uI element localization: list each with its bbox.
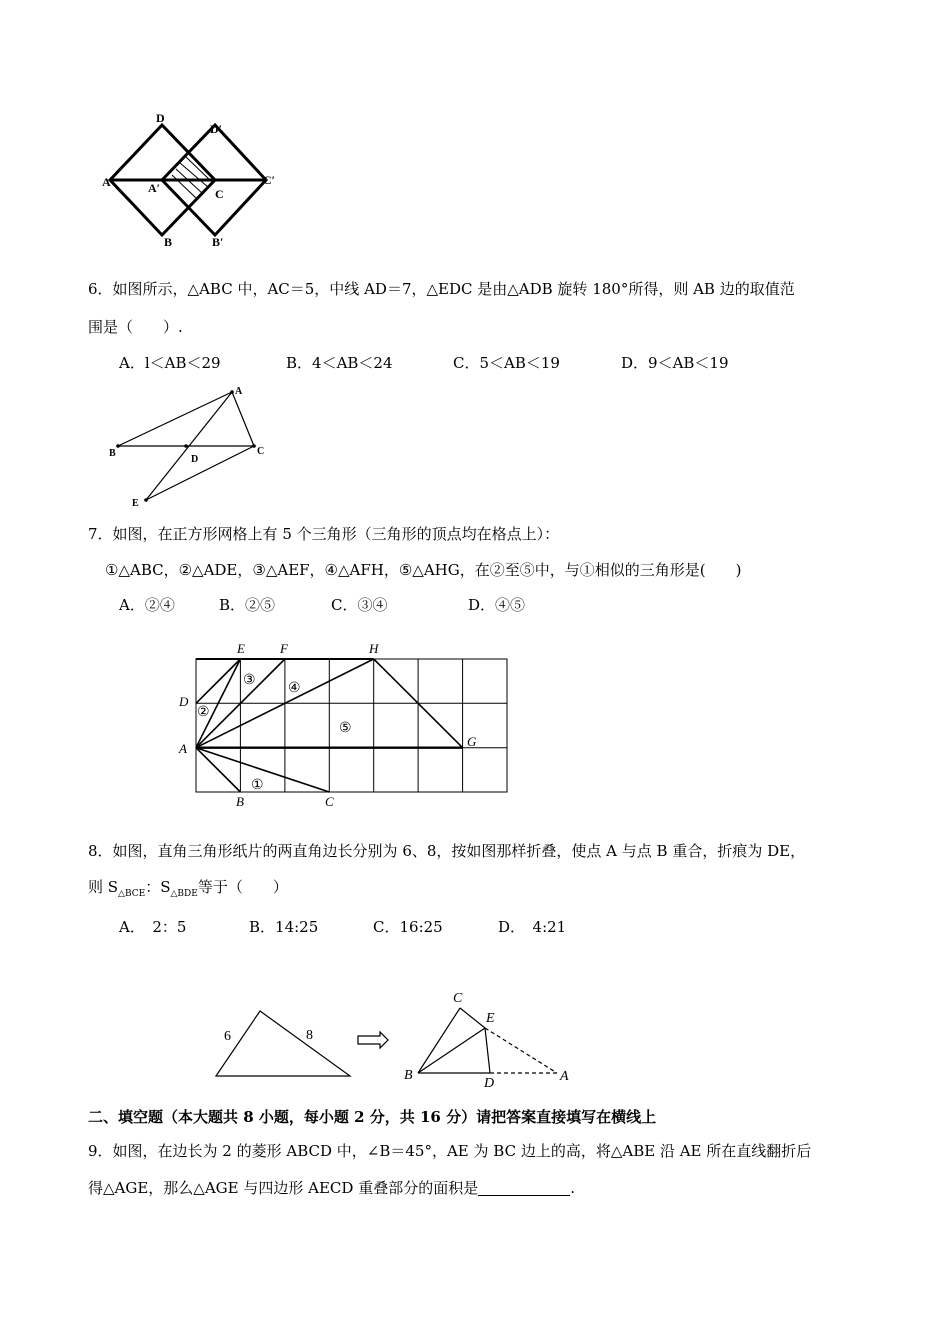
q7-mark-5: ⑤ [339, 721, 352, 736]
q7-label-h: H [369, 641, 379, 656]
q7-label-c: C [325, 794, 334, 809]
q7-mark-3: ③ [243, 673, 256, 688]
original-triangle [216, 1011, 350, 1076]
q6-label-a: A [235, 386, 243, 397]
label-c-prime: C′ [263, 173, 276, 187]
q8-option-a: A． 2：5 [119, 918, 187, 936]
q6-line2: 围是（ ）. [88, 318, 183, 336]
q8-option-b: B．14:25 [249, 918, 319, 936]
q8-label-d: D [484, 1076, 495, 1091]
label-c: C [215, 187, 224, 201]
label-a: A [102, 175, 111, 189]
q8-label-b: B [404, 1068, 413, 1083]
section2-heading: 二、填空题（本大题共 8 小题，每小题 2 分，共 16 分）请把答案直接填写在横线上 [88, 1108, 657, 1126]
q7-label-b: B [236, 794, 244, 809]
q7-label-a: A [179, 741, 187, 756]
q8-line2: 则 $S_{\triangle BCE}$：$S_{\triangle BDE}$等于（ ） [88, 878, 288, 899]
label-d-prime: D′ [210, 122, 223, 136]
q6-option-b: B．4＜AB＜24 [286, 354, 393, 372]
q6-option-c: C．5＜AB＜19 [453, 354, 560, 372]
q6-option-d: D．9＜AB＜19 [621, 354, 729, 372]
q8-option-c: C．16:25 [373, 918, 443, 936]
q7-option-a: A．②④ [119, 596, 175, 614]
q9-line2: 得△AGE，那么△AGE 与四边形 AECD 重叠部分的面积是 . [88, 1179, 575, 1197]
label-b: B [164, 235, 173, 249]
q7-mark-1: ① [251, 778, 264, 793]
figure-q7-grid [175, 638, 515, 812]
q7-mark-2: ② [197, 705, 210, 720]
q7-label-f: F [280, 641, 288, 656]
right-arrow-icon [358, 1032, 388, 1048]
q9-answer-blank[interactable] [478, 1179, 570, 1196]
q8-label-8: 8 [306, 1028, 313, 1043]
q7-option-d: D．④⑤ [468, 596, 526, 614]
q7-option-b: B．②⑤ [219, 596, 276, 614]
q6-label-c: C [257, 446, 265, 457]
q6-option-a: A．l＜AB＜29 [119, 354, 221, 372]
figure-overlapping-squares [100, 108, 290, 253]
q8-line1: 8．如图，直角三角形纸片的两直角边长分别为 6、8，按如图那样折叠，使点 A 与点 B 重合，折痕为 DE， [88, 842, 806, 860]
q7-label-g: G [467, 734, 477, 749]
q9-line1: 9．如图，在边长为 2 的菱形 ABCD 中，∠B＝45°，AE 为 BC 边上的高，将△ABE 沿 AE 所在直线翻折后 [88, 1142, 812, 1160]
q6-label-b: B [109, 448, 116, 459]
q7-label-e: E [237, 641, 245, 656]
q7-line1: 7．如图，在正方形网格上有 5 个三角形（三角形的顶点均在格点上）： [88, 525, 560, 543]
q7-line2: ①△ABC，②△ADE，③△AEF，④△AFH，⑤△AHG，在②至⑤中，与①相似的三角形是( ) [105, 561, 742, 579]
q6-label-e: E [132, 498, 139, 508]
q7-option-c: C．③④ [331, 596, 388, 614]
label-a-prime: A′ [148, 181, 161, 195]
figure-q8-folding [200, 984, 590, 1096]
q8-label-c: C [453, 991, 463, 1006]
q6-label-d: D [191, 454, 199, 465]
figure-q6-triangle [104, 382, 274, 508]
q7-mark-4: ④ [288, 681, 301, 696]
q8-label-a: A [560, 1069, 569, 1084]
label-b-prime: B′ [212, 235, 224, 249]
q8-option-d: D． 4:21 [498, 918, 567, 936]
q7-label-d: D [179, 694, 189, 709]
q8-label-6: 6 [224, 1029, 231, 1044]
q6-line1: 6．如图所示，△ABC 中，AC＝5，中线 AD＝7，△EDC 是由△ADB 旋转 180°所得，则 AB 边的取值范 [88, 280, 795, 298]
q8-label-e: E [486, 1011, 495, 1026]
label-d: D [156, 111, 165, 125]
